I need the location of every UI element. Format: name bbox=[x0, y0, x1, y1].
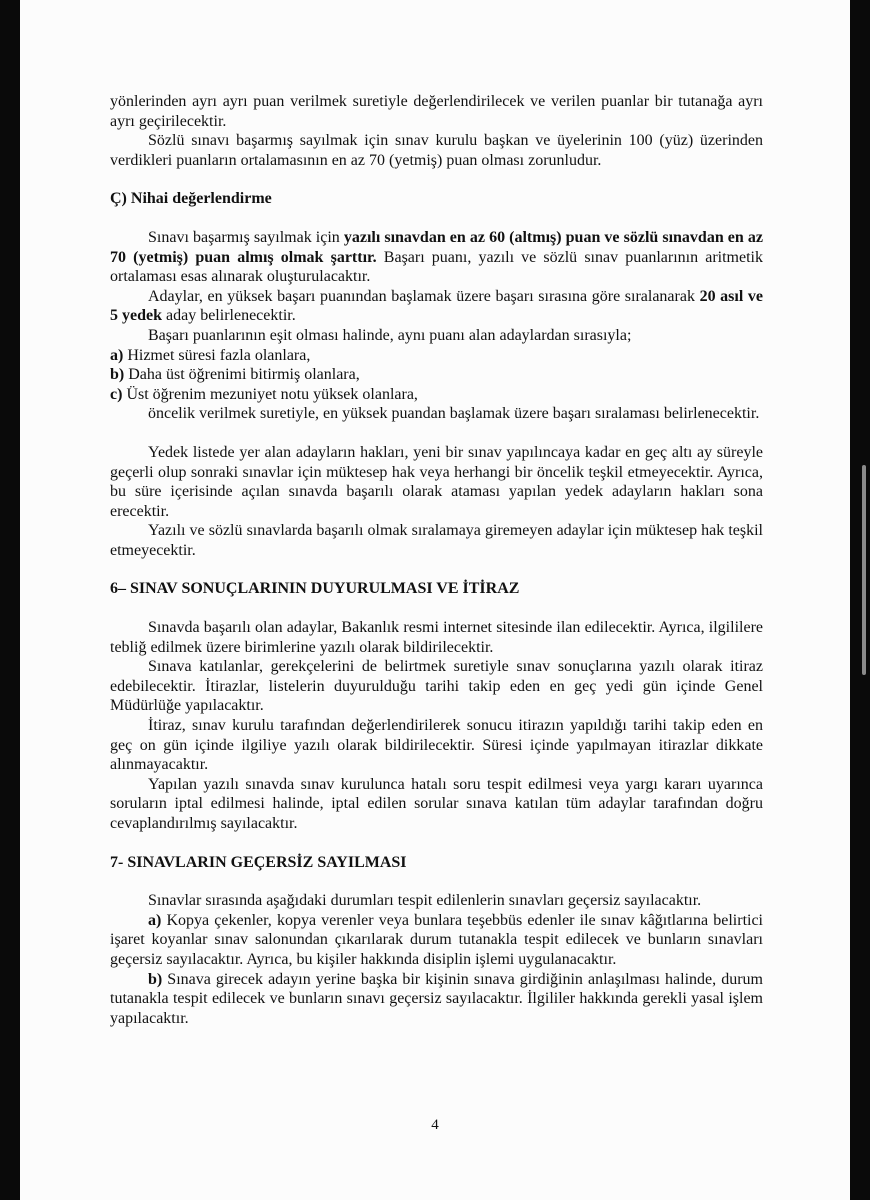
list-item: c) Üst öğrenim mezuniyet notu yüksek olanlara, bbox=[110, 385, 418, 403]
scrollbar-thumb[interactable] bbox=[862, 465, 866, 675]
section6-paragraph-2: Sınava katılanlar, gerekçelerini de belirtmek suretiyle sınav sonuçlarına yazılı olarak itiraz edebilecektir. İtirazlar, listelerin duyurulduğu tarihi takip eden en geç yedi gün içinde Genel Müdürlüğe yapılacaktır. bbox=[110, 658, 763, 715]
nihai-paragraph-5: Yedek listede yer alan adayların hakları, yeni bir sınav yapılıncaya kadar en geç altı ay süreyle geçerli olup sonraki sınavlar için müktesep hak veya herhangi bir öncelik teşkil etmeyecektir. Ayrıca, bu süre içerisinde açılan sınavda başarılı olarak ataması yapılan yedek adayların hakları sona erecektir. bbox=[110, 443, 763, 520]
intro-paragraph-1: yönlerinden ayrı ayrı puan verilmek suretiyle değerlendirilecek ve verilen puanlar bir tutanağa ayrı ayrı geçirilecektir. bbox=[110, 93, 763, 130]
page-number: 4 bbox=[431, 1117, 439, 1133]
nihai-paragraph-6: Yazılı ve sözlü sınavlarda başarılı olmak sıralamaya giremeyen adaylar için müktesep hak teşkil etmeyecektir. bbox=[110, 522, 763, 559]
nihai-paragraph-2: Adaylar, en yüksek başarı puanından başlamak üzere başarı sırasına göre sıralanarak 20 asıl ve 5 yedek aday belirlenecektir. bbox=[110, 287, 764, 325]
section7-item-b: b) Sınava girecek adayın yerine başka bir kişinin sınava girdiğinin anlaşılması halinde, durum tutanakla tespit edilecek ve bunların sınavı geçersiz sayılacaktır. İlgililer hakkında gerekli yasal işlem yapılacaktır. bbox=[110, 970, 763, 1027]
section-heading-7: 7- SINAVLARIN GEÇERSİZ SAYILMASI bbox=[110, 853, 407, 871]
left-border bbox=[0, 0, 20, 1200]
section6-paragraph-3: İtiraz, sınav kurulu tarafından değerlendirilerek sonucu itirazın yapıldığı tarihi takip eden en geç on gün içinde ilgiliye yazılı olarak bildirilecektir. Süresi içinde yapılmayan itirazlar dikkate alınmayacaktır. bbox=[110, 717, 763, 774]
intro-paragraph-2: Sözlü sınavı başarmış sayılmak için sınav kurulu başkan ve üyelerinin 100 (yüz) üzerinden verdikleri puanların ortalamasının en az 70 (yetmiş) puan olması zorunludur. bbox=[110, 132, 763, 169]
nihai-paragraph-1: Sınavı başarmış sayılmak için yazılı sınavdan en az 60 (altmış) puan ve sözlü sınavdan en az 70 (yetmiş) puan almış olmak şarttır. Başarı puanı, yazılı ve sözlü sınav puanlarının aritmetik ortalaması esas alınarak oluşturulacaktır. bbox=[110, 228, 763, 286]
list-item: b) Daha üst öğrenimi bitirmiş olanlara, bbox=[110, 366, 360, 384]
right-border bbox=[850, 0, 870, 1200]
section6-paragraph-1: Sınavda başarılı olan adaylar, Bakanlık resmi internet sitesinde ilan edilecektir. Ayrıca, ilgililere tebliğ edilmek üzere birimlerine yazılı olarak bildirilecektir. bbox=[110, 619, 763, 656]
document-body bbox=[110, 92, 763, 1028]
nihai-paragraph-4: öncelik verilmek suretiyle, en yüksek puandan başlamak üzere başarı sıralaması belirlenecektir. bbox=[148, 405, 760, 423]
section7-paragraph-1: Sınavlar sırasında aşağıdaki durumları tespit edilenlerin sınavları geçersiz sayılacaktır. bbox=[148, 892, 702, 910]
list-item: a) Hizmet süresi fazla olanlara, bbox=[110, 346, 311, 364]
section-heading-6: 6– SINAV SONUÇLARININ DUYURULMASI VE İTİRAZ bbox=[110, 580, 520, 598]
section-heading-nihai: Ç) Nihai değerlendirme bbox=[110, 190, 272, 208]
section7-item-a: a) Kopya çekenler, kopya verenler veya bunlara teşebbüs edenler ile sınav kâğıtlarına belirtici işaret koyanlar sınav salonundan çıkarılarak durum tutanakla tespit edilecek ve bunların sınavları geçersiz sayılacaktır. Ayrıca, bu kişiler hakkında disiplin işlemi uygulanacaktır. bbox=[110, 911, 763, 968]
section6-paragraph-4: Yapılan yazılı sınavda sınav kurulunca hatalı soru tespit edilmesi veya yargı kararı uyarınca soruların iptal edilmesi halinde, iptal edilen sorular sınava katılan tüm adaylar tarafından doğru cevaplandırılmış sayılacaktır. bbox=[110, 775, 763, 832]
nihai-paragraph-3: Başarı puanlarının eşit olması halinde, aynı puanı alan adaylardan sırasıyla; bbox=[148, 326, 632, 344]
